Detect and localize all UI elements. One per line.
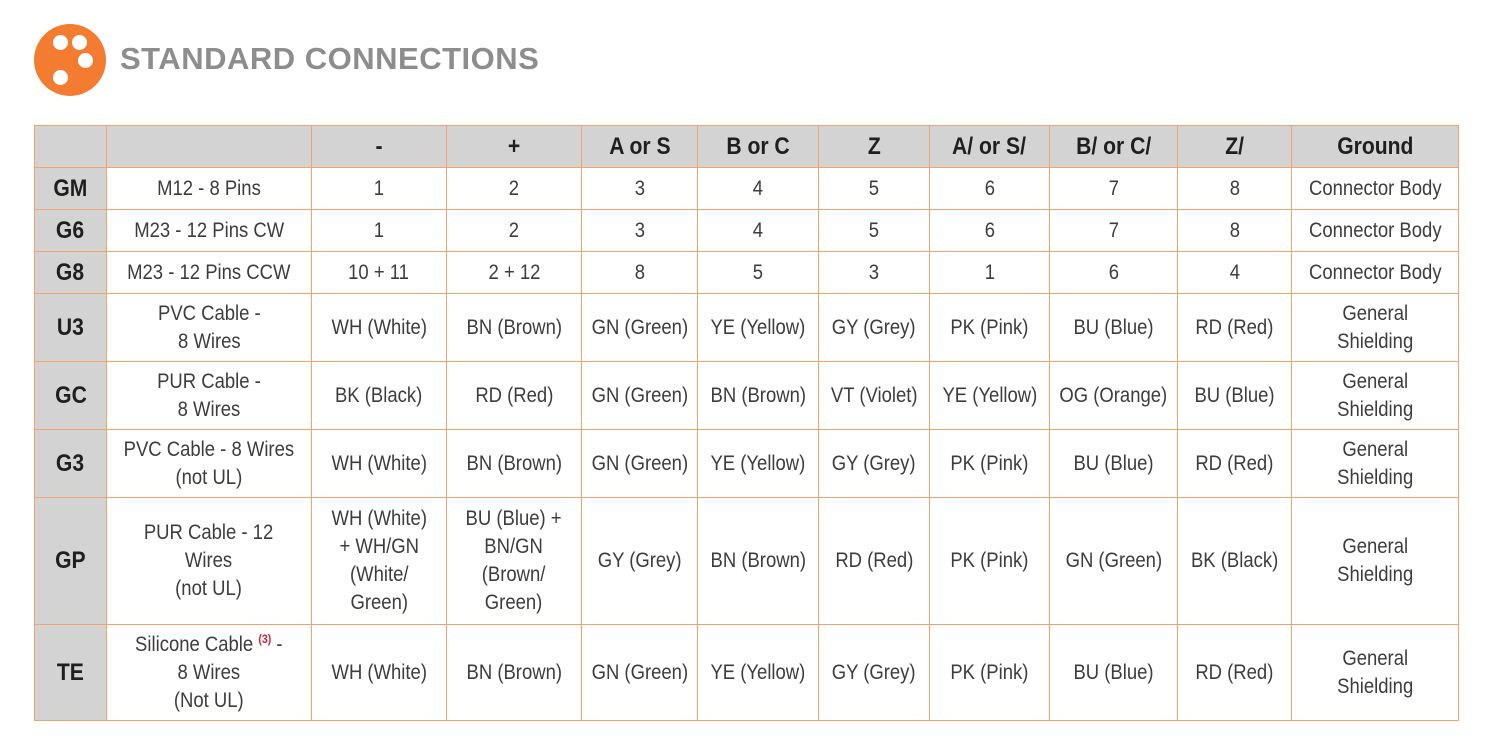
table-row [35, 294, 1459, 362]
table-cell: BN (Brown) [698, 498, 819, 625]
footnote-marker: (3) [258, 631, 272, 646]
header-cell: Z [819, 126, 930, 168]
table-cell: GN (Green) [582, 625, 698, 721]
table-cell: 5 [819, 210, 930, 252]
table-cell: YE (Yellow) [698, 294, 819, 362]
table-cell: General Shielding [1292, 430, 1459, 498]
table-cell: 1 [312, 168, 447, 210]
header-cell: B/ or C/ [1050, 126, 1178, 168]
table-cell: 3 [582, 168, 698, 210]
table-cell: PK (Pink) [930, 498, 1050, 625]
row-description: Silicone Cable $^{(3)}$ - 8 Wires (Not UL) [107, 625, 312, 721]
table-cell: 4 [698, 210, 819, 252]
table-cell: YE (Yellow) [698, 430, 819, 498]
table-cell: GY (Grey) [819, 294, 930, 362]
table-cell: 10 + 11 [312, 252, 447, 294]
row-description: M23 - 12 Pins CW [107, 210, 312, 252]
table-cell: RD (Red) [1178, 430, 1292, 498]
table-row [35, 168, 1459, 210]
row-description: PUR Cable - 8 Wires [107, 362, 312, 430]
table-cell: BU (Blue) [1050, 625, 1178, 721]
connector-logo-icon [34, 24, 106, 96]
table-cell: 6 [1050, 252, 1178, 294]
table-cell: 6 [930, 210, 1050, 252]
table-cell: Connector Body [1292, 210, 1459, 252]
table-cell: BU (Blue) [1050, 294, 1178, 362]
row-code: G8 [35, 252, 107, 294]
table-cell: GY (Grey) [582, 498, 698, 625]
table-cell: WH (White) [312, 625, 447, 721]
table-cell: General Shielding [1292, 362, 1459, 430]
table-cell: 8 [1178, 168, 1292, 210]
row-code: U3 [35, 294, 107, 362]
row-code: G3 [35, 430, 107, 498]
table-row [35, 362, 1459, 430]
table-cell: BU (Blue) + BN/GN (Brown/ Green) [447, 498, 582, 625]
table-cell: WH (White) + WH/GN (White/ Green) [312, 498, 447, 625]
table-cell: 2 [447, 210, 582, 252]
table-cell: GY (Grey) [819, 430, 930, 498]
table-row [35, 210, 1459, 252]
table-cell: GY (Grey) [819, 625, 930, 721]
table-header-row [35, 126, 1459, 168]
table-cell: BU (Blue) [1178, 362, 1292, 430]
table-cell: 7 [1050, 210, 1178, 252]
table-cell: 4 [1178, 252, 1292, 294]
table-cell: 7 [1050, 168, 1178, 210]
table-cell: YE (Yellow) [698, 625, 819, 721]
table-cell: GN (Green) [582, 362, 698, 430]
table-cell: GN (Green) [582, 294, 698, 362]
table-cell: 2 [447, 168, 582, 210]
table-cell: Connector Body [1292, 168, 1459, 210]
table-cell: RD (Red) [1178, 625, 1292, 721]
table-cell: 1 [312, 210, 447, 252]
row-code: TE [35, 625, 107, 721]
row-code: GC [35, 362, 107, 430]
table-cell: 4 [698, 168, 819, 210]
header-cell: Ground [1292, 126, 1459, 168]
table-cell: BN (Brown) [447, 294, 582, 362]
table-row [35, 252, 1459, 294]
row-description: M12 - 8 Pins [107, 168, 312, 210]
table-row [35, 498, 1459, 625]
table-cell: BK (Black) [1178, 498, 1292, 625]
table-cell: 5 [819, 168, 930, 210]
table-cell: BK (Black) [312, 362, 447, 430]
table-cell: RD (Red) [819, 498, 930, 625]
table-cell: 3 [819, 252, 930, 294]
page-header [34, 24, 539, 96]
row-code: GM [35, 168, 107, 210]
table-cell: 1 [930, 252, 1050, 294]
header-cell [107, 126, 312, 168]
table-cell: BN (Brown) [698, 362, 819, 430]
table-cell: GN (Green) [1050, 498, 1178, 625]
table-row [35, 625, 1459, 721]
table-cell: BU (Blue) [1050, 430, 1178, 498]
header-cell: A/ or S/ [930, 126, 1050, 168]
table-cell: General Shielding [1292, 625, 1459, 721]
table-cell: PK (Pink) [930, 430, 1050, 498]
page-title: STANDARD CONNECTIONS [120, 41, 540, 76]
table-cell: General Shielding [1292, 294, 1459, 362]
header-cell: + [447, 126, 582, 168]
table-cell: RD (Red) [1178, 294, 1292, 362]
table-cell: PK (Pink) [930, 294, 1050, 362]
table-cell: 8 [582, 252, 698, 294]
table-cell: 8 [1178, 210, 1292, 252]
header-cell [35, 126, 107, 168]
row-description: M23 - 12 Pins CCW [107, 252, 312, 294]
table-cell: BN (Brown) [447, 625, 582, 721]
header-cell: - [312, 126, 447, 168]
table-cell: 5 [698, 252, 819, 294]
row-description: PVC Cable - 8 Wires [107, 294, 312, 362]
table-cell: Connector Body [1292, 252, 1459, 294]
table-cell: WH (White) [312, 430, 447, 498]
row-description: PUR Cable - 12 Wires (not UL) [107, 498, 312, 625]
table-cell: PK (Pink) [930, 625, 1050, 721]
table-cell: VT (Violet) [819, 362, 930, 430]
table-row [35, 430, 1459, 498]
table-cell: 2 + 12 [447, 252, 582, 294]
table-cell: GN (Green) [582, 430, 698, 498]
table-cell: RD (Red) [447, 362, 582, 430]
table-cell: BN (Brown) [447, 430, 582, 498]
table-cell: 3 [582, 210, 698, 252]
row-code: G6 [35, 210, 107, 252]
connections-table [34, 125, 1459, 721]
header-cell: A or S [582, 126, 698, 168]
table-cell: YE (Yellow) [930, 362, 1050, 430]
row-code: GP [35, 498, 107, 625]
table-cell: OG (Orange) [1050, 362, 1178, 430]
header-cell: B or C [698, 126, 819, 168]
table-cell: WH (White) [312, 294, 447, 362]
row-description: PVC Cable - 8 Wires (not UL) [107, 430, 312, 498]
header-cell: Z/ [1178, 126, 1292, 168]
table-cell: 6 [930, 168, 1050, 210]
table-cell: General Shielding [1292, 498, 1459, 625]
